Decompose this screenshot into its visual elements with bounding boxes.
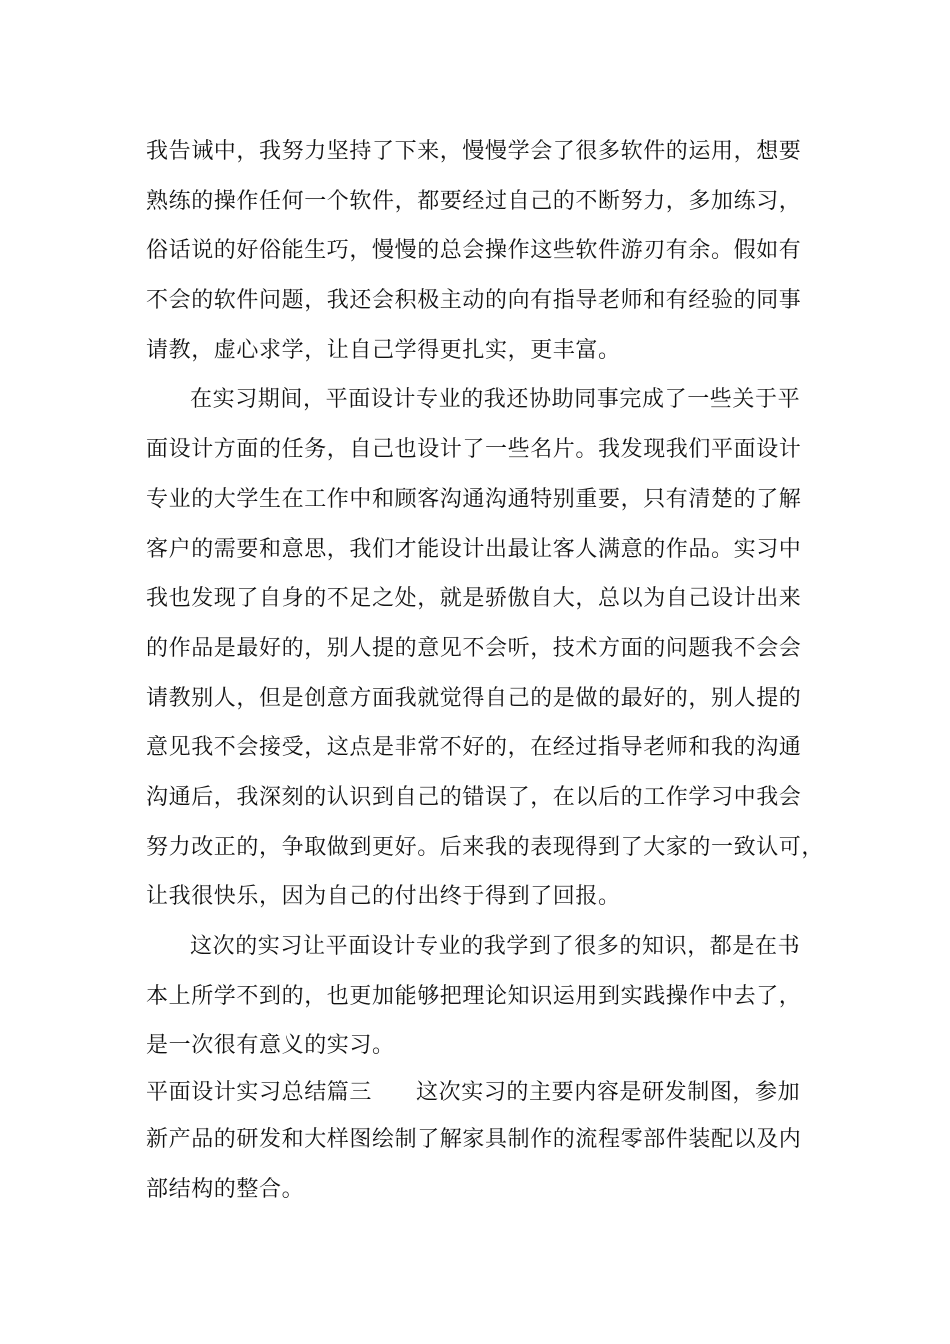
paragraph-line: 我告诫中，我努力坚持了下来，慢慢学会了很多软件的运用，想要 — [146, 139, 802, 164]
paragraph-line: 让我很快乐，因为自己的付出终于得到了回报。 — [146, 884, 621, 910]
paragraph-line: 不会的软件问题，我还会积极主动的向有指导老师和有经验的同事 — [146, 288, 802, 314]
paragraph-line: 在实习期间，平面设计专业的我还协助同事完成了一些关于平 — [190, 387, 801, 413]
paragraph-line: 面设计方面的任务，自己也设计了一些名片。我发现我们平面设计 — [146, 437, 802, 463]
paragraph-1 — [146, 127, 816, 375]
section-first-line: 这次实习的主要内容是研发制图，参加 — [416, 1080, 801, 1106]
paragraph-line: 努力改正的，争取做到更好。后来我的表现得到了大家的一致认可， — [146, 834, 825, 860]
paragraph-line: 专业的大学生在工作中和顾客沟通沟通特别重要，只有清楚的了解 — [146, 486, 802, 512]
paragraph-line: 我也发现了自身的不足之处，就是骄傲自大，总以为自己设计出来 — [146, 586, 802, 612]
paragraph-line: 本上所学不到的，也更加能够把理论知识运用到实践操作中去了， — [146, 983, 802, 1009]
section-3 — [146, 1071, 816, 1214]
section-heading: 平面设计实习总结篇三 — [146, 1080, 373, 1106]
paragraph-2 — [146, 375, 825, 922]
paragraph-line: 客户的需要和意思，我们才能设计出最让客人满意的作品。实习中 — [146, 536, 802, 562]
paragraph-line: 请教，虚心求学，让自己学得更扎实，更丰富。 — [146, 337, 621, 363]
document-body — [146, 127, 825, 1214]
paragraph-line: 是一次很有意义的实习。 — [146, 1033, 395, 1059]
paragraph-line: 的作品是最好的，别人提的意见不会听，技术方面的问题我不会会 — [146, 635, 802, 661]
paragraph-line: 新产品的研发和大样图绘制了解家具制作的流程零部件装配以及内 — [146, 1127, 802, 1153]
paragraph-line: 熟练的操作任何一个软件，都要经过自己的不断努力，多加练习， — [146, 188, 802, 214]
paragraph-line: 意见我不会接受，这点是非常不好的，在经过指导老师和我的沟通 — [146, 735, 802, 761]
section-heading-line — [146, 1071, 816, 1115]
paragraph-3 — [146, 922, 816, 1071]
paragraph-line: 俗话说的好俗能生巧，慢慢的总会操作这些软件游刃有余。假如有 — [146, 238, 802, 264]
paragraph-line: 沟通后，我深刻的认识到自己的错误了，在以后的工作学习中我会 — [146, 784, 802, 810]
paragraph-line: 这次的实习让平面设计专业的我学到了很多的知识，都是在书 — [190, 934, 801, 959]
paragraph-line: 请教别人，但是创意方面我就觉得自己的是做的最好的，别人提的 — [146, 685, 802, 711]
paragraph-line: 部结构的整合。 — [146, 1176, 305, 1202]
